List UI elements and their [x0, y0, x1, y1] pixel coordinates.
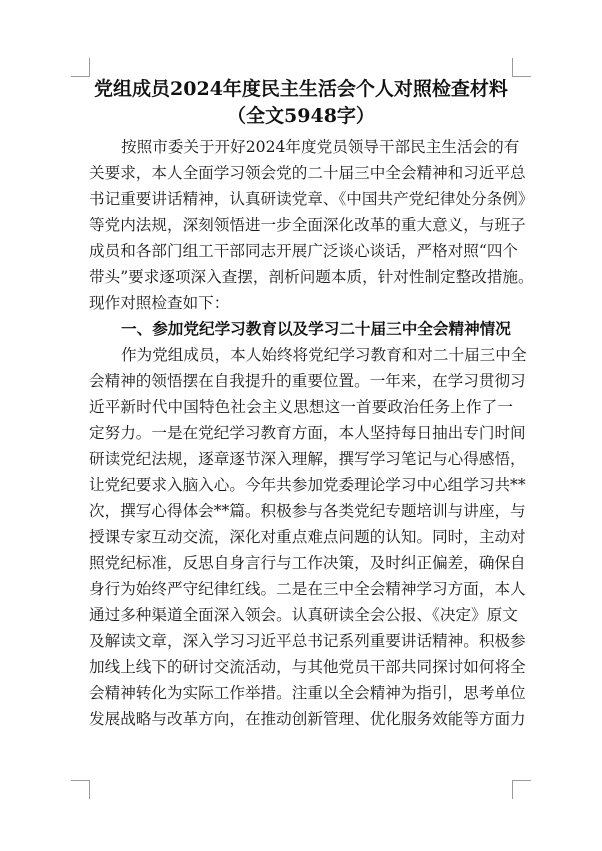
crop-mark-top-left: [71, 58, 90, 77]
section-heading: 一、参加党纪学习教育以及学习二十届三中全会精神情况: [121, 319, 511, 338]
section-paragraph-line: 研读党纪法规，逐章逐节深入理解，撰写学习笔记与心得感悟，: [89, 450, 526, 468]
section-paragraph-line: 让党纪要求入脑入心。今年共参加党委理论学习中心组学习共**: [89, 476, 526, 494]
section-paragraph-line: 加线上线下的研讨交流活动，与其他党员干部共同探讨如何将全: [89, 658, 526, 676]
section-paragraph-line: 会精神的领悟摆在自我提升的重要位置。一年来，在学习贯彻习: [89, 372, 526, 390]
section-paragraph-line: 授课专家互动交流，深化对重点难点问题的认知。同时，主动对: [89, 528, 526, 546]
crop-mark-top-right: [512, 58, 531, 77]
section-paragraph-line: 身行为始终严守纪律红线。二是在三中全会精神学习方面，本人: [89, 580, 526, 598]
intro-paragraph-line: 带头”要求逐项深入查摆，剖析问题本质，针对性制定整改措施。: [89, 268, 534, 286]
intro-paragraph-line: 成员和各部门组工干部同志开展广泛谈心谈话，严格对照“四个: [89, 242, 519, 260]
section-paragraph-line: 通过多种渠道全面深入领会。认真研读全会公报、《决定》原文: [89, 606, 518, 624]
section-paragraph-line: 发展战略与改革方向，在推动创新管理、优化服务效能等方面力: [89, 710, 526, 728]
section-paragraph-line: 及解读文章，深入学习习近平总书记系列重要讲话精神。积极参: [89, 632, 526, 650]
intro-paragraph-line: 按照市委关于开好2024年度党员领导干部民主生活会的有: [121, 138, 520, 156]
intro-paragraph-line: 等党内法规，深刻领悟进一步全面深化改革的重大意义，与班子: [89, 216, 526, 234]
section-paragraph-line: 近平新时代中国特色社会主义思想这一首要政治任务上作了一: [89, 398, 513, 416]
section-paragraph-line: 照党纪标准，反思自身言行与工作决策，及时纠正偏差，确保自: [89, 554, 526, 572]
intro-paragraph-line: 书记重要讲话精神，认真研读党章、《中国共产党纪律处分条例》: [89, 190, 534, 208]
section-paragraph-line: 作为党组成员，本人始终将党纪学习教育和对二十届三中全: [121, 346, 527, 364]
crop-mark-bottom-left: [71, 780, 90, 799]
intro-paragraph-line: 现作对照检查如下：: [89, 294, 230, 312]
crop-mark-bottom-right: [512, 780, 531, 799]
document-title: 党组成员2024年度民主生活会个人对照检查材料: [94, 78, 508, 100]
document-word-count: （全文5948字）: [227, 105, 375, 127]
section-paragraph-line: 会精神转化为实际工作举措。注重以全会精神为指引，思考单位: [89, 684, 526, 702]
section-paragraph-line: 定努力。一是在党纪学习教育方面，本人坚持每日抽出专门时间: [89, 424, 526, 442]
section-paragraph-line: 次，撰写心得体会**篇。积极参与各类党纪专题培训与讲座，与: [89, 502, 526, 520]
intro-paragraph-line: 关要求，本人全面学习领会党的二十届三中全会精神和习近平总: [89, 164, 526, 182]
